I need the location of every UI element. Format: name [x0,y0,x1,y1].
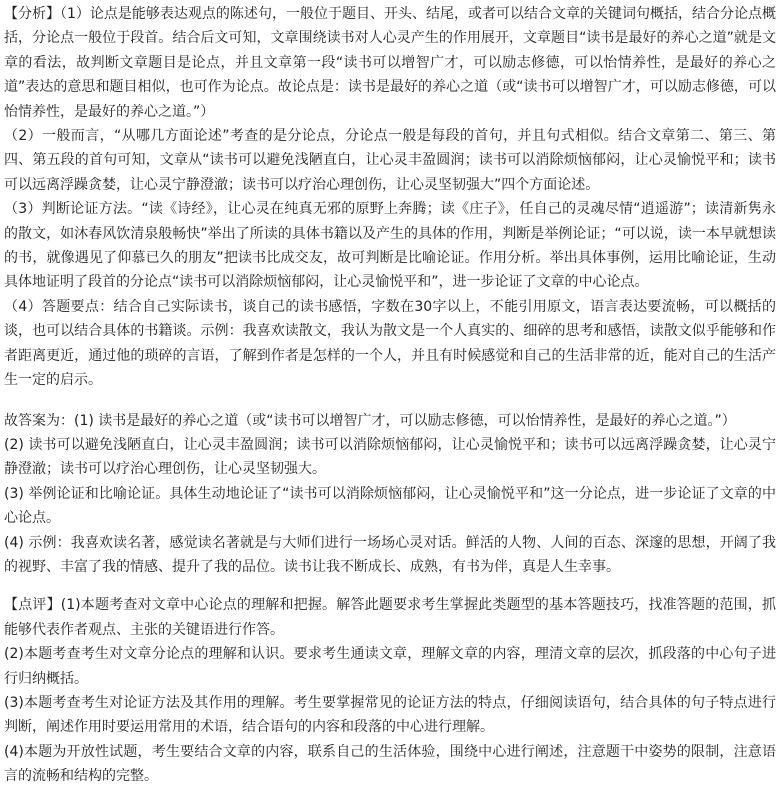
answer-paragraph-2: (2) 读书可以避免浅陋直白，让心灵丰盈圆润；读书可以消除烦恼郁闷，让心灵愉悦平和；读书可以远离浮躁贪婪，让心灵宁静澄澈；读书可以疗治心理创伤，让心灵坚韧强大。 [4,436,776,478]
analysis-paragraph-3: （3）判断论证方法。“读《诗经》，让心灵在纯真无邪的原野上奔腾；读《庄子》，任自己的灵魂尽情“逍遥游”；读清新隽永的散文，如沐春风饮清泉般畅快”举出了所读的具体书籍以及产生的具体的作用，判断是举例论证；“可以说，读一本早就想读的书，就像遇见了仰慕已久的朋友”把读书比成交友，故可判断是比喻论证。作用分析。举出具体事例，运用比喻论证，生动具体地证明了段首的分论点“读书可以消除烦恼郁闷，让心灵愉悦平和”，进一步论证了文章的中心论点。 [4,201,776,291]
analysis-section [4,2,776,393]
analysis-paragraph-1: 【分析】（1）论点是能够表达观点的陈述句，一般位于题目、开头、结尾，或者可以结合文章的关键词句概括，结合分论点概括，分论点一般位于段首。结合后文可知，文章围绕读书对人心灵产生的作用展开，文章题目“读书是最好的养心之道”就是文章的看法，故判断文章题目是论点，并且文章第一段“读书可以增智广才，可以励志修德，可以怡情养性，是最好的养心之道”表达的意思和题目相似，也可作为论点。故论点是：读书是最好的养心之道（或“读书可以增智广才，可以励志修德，可以怡情养性，是最好的养心之道。”） [4,6,776,120]
comment-paragraph-4: (4)本题为开放性试题，考生要结合文章的内容，联系自己的生活体验，围绕中心进行阐述，注意题干中姿势的限制，注意语言的流畅和结构的完整。 [4,743,776,785]
comment-paragraph-1: 【点评】(1)本题考查对文章中心论点的理解和把握。解答此题要求考生掌握此类题型的基本答题技巧，找准答题的范围，抓能够代表作者观点、主张的关键语进行作答。 [4,597,776,638]
comment-paragraph-3: (3)本题考查考生对论证方法及其作用的理解。考生要掌握常见的论证方法的特点，仔细阅读语句，结合具体的句子特点进行判断，阐述作用时要运用常用的术语，结合语句的内容和段落的中心进行理解。 [4,694,776,736]
comment-section [4,593,776,788]
answer-paragraph-1: 故答案为：(1) 读书是最好的养心之道（或“读书可以增智广才，可以励志修德，可以怡情养性，是最好的养心之道。”） [4,412,736,429]
section-spacer [4,393,776,409]
answer-paragraph-4: (4) 示例：我喜欢读名著，感觉读名著就是与大师们进行一场场心灵对话。鲜活的人物、人间的百态、深邃的思想，开阔了我的视野、丰富了我的情感、提升了我的品位。读书让我不断成长、成熟，有书为伴，真是人生幸事。 [4,534,776,575]
answer-section [4,409,776,580]
section-spacer [4,579,776,593]
analysis-paragraph-4: （4）答题要点：结合自己实际读书，谈自己的读书感悟，字数在30字以上，不能引用原文，语言表达要流畅，可以概括的谈，也可以结合具体的书籍谈。示例：我喜欢读散文，我认为散文是一个人真实的、细碎的思考和感悟，读散文似乎能够和作者距离更近，通过他的琐碎的言语，了解到作者是怎样的一个人，并且有时候感觉和自己的生活非常的近，能对自己的生活产生一定的启示。 [4,298,776,389]
comment-paragraph-2: (2)本题考查考生对文章分论点的理解和认识。要求考生通读文章，理解文章的内容，理清文章的层次，抓段落的中心句子进行归纳概括。 [4,646,776,687]
answer-paragraph-3: (3) 举例论证和比喻论证。具体生动地论证了“读书可以消除烦恼郁闷，让心灵愉悦平和”这一分论点，进一步论证了文章的中心论点。 [4,485,776,527]
analysis-paragraph-2: （2）一般而言，“从哪几方面论述”考查的是分论点，分论点一般是每段的首句，并且句式相似。结合文章第二、第三、第四、第五段的首句可知，文章从“读书可以避免浅陋直白，让心灵丰盈圆润；读书可以消除烦恼郁闷，让心灵愉悦平和；读书可以远离浮躁贪婪，让心灵宁静澄澈；读书可以疗治心理创伤，让心灵坚韧强大”四个方面论述。 [4,128,776,193]
